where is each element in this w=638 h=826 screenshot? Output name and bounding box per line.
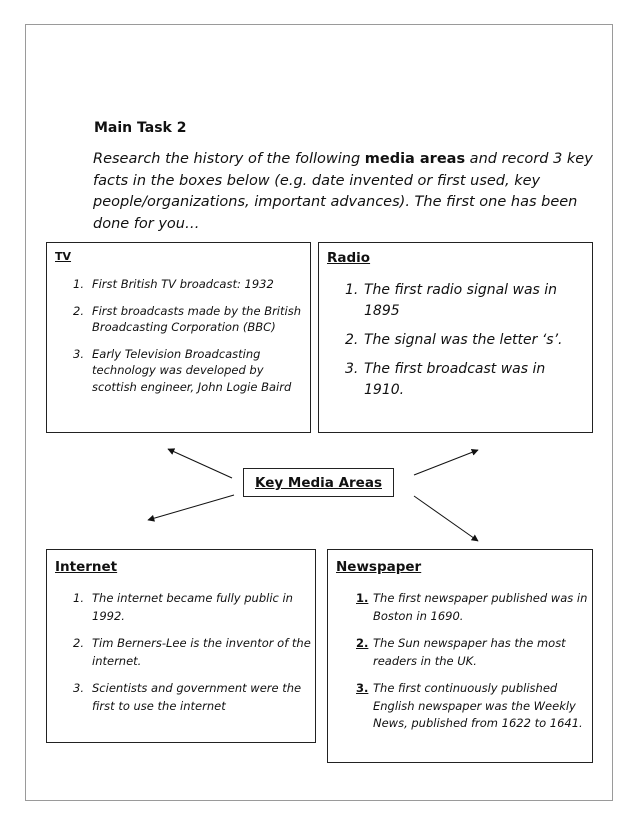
item-number: 3. bbox=[356, 681, 369, 695]
arrow-to-tv bbox=[168, 449, 232, 478]
item-number: 2. bbox=[345, 332, 359, 348]
list-item bbox=[345, 330, 589, 351]
item-text: The first radio signal was in 1895 bbox=[364, 282, 558, 319]
item-number: 1. bbox=[356, 591, 369, 605]
item-text: The first broadcast was in 1910. bbox=[364, 361, 546, 398]
internet-facts bbox=[73, 590, 314, 725]
item-number: 3. bbox=[73, 346, 84, 361]
item-text: The signal was the letter ‘s’. bbox=[364, 332, 563, 348]
item-number: 2. bbox=[73, 636, 84, 650]
list-item bbox=[356, 590, 588, 625]
item-text: Tim Berners-Lee is the inventor of the internet. bbox=[92, 636, 311, 668]
arrow-to-internet bbox=[148, 495, 234, 520]
radio-facts bbox=[345, 280, 589, 409]
item-text: The Sun newspaper has the most readers in the UK. bbox=[373, 636, 566, 668]
item-text: Scientists and government were the first to use the internet bbox=[92, 681, 302, 713]
list-item bbox=[73, 346, 307, 396]
internet-box bbox=[46, 549, 316, 743]
item-text: The first continuously published English newspaper was the Weekly News, published from 1622 to 1641. bbox=[373, 681, 583, 730]
intro-before: Research the history of the following bbox=[93, 151, 365, 167]
item-text: The first newspaper published was in Boston in 1690. bbox=[373, 591, 588, 623]
key-media-areas-box bbox=[243, 468, 394, 497]
list-item bbox=[73, 635, 314, 670]
item-number: 1. bbox=[345, 282, 359, 298]
arrow-to-radio bbox=[414, 450, 478, 475]
radio-title: Radio bbox=[327, 250, 371, 266]
task-title: Main Task 2 bbox=[94, 120, 187, 136]
item-number: 2. bbox=[73, 303, 84, 318]
tv-facts bbox=[73, 276, 307, 405]
newspaper-title: Newspaper bbox=[336, 559, 422, 575]
item-number: 2. bbox=[356, 636, 369, 650]
list-item bbox=[356, 635, 588, 670]
item-number: 3. bbox=[73, 681, 84, 695]
list-item bbox=[73, 680, 314, 715]
item-number: 1. bbox=[73, 591, 84, 605]
intro-bold: media areas bbox=[364, 151, 466, 167]
key-media-areas-label: Key Media Areas bbox=[255, 475, 382, 491]
list-item bbox=[345, 280, 589, 322]
tv-title: TV bbox=[55, 250, 72, 263]
item-text: Early Television Broadcasting technology was developed by scottish engineer, John Logie Baird bbox=[92, 346, 292, 394]
item-number: 3. bbox=[345, 361, 359, 377]
item-number: 1. bbox=[73, 277, 84, 291]
item-text: The internet became fully public in 1992. bbox=[92, 591, 293, 623]
item-text: First British TV broadcast: 1932 bbox=[92, 277, 274, 291]
list-item bbox=[356, 680, 588, 733]
intro-after: and record 3 key facts in the boxes below (e.g. date invented or first used, key people/organizations, important advances). The first one has been done for you… bbox=[93, 151, 593, 232]
newspaper-facts bbox=[356, 590, 588, 743]
tv-box bbox=[46, 242, 311, 433]
arrow-to-newspaper bbox=[414, 496, 478, 541]
internet-title: Internet bbox=[55, 559, 118, 575]
radio-box bbox=[318, 242, 593, 433]
item-text: First broadcasts made by the British Broadcasting Corporation (BBC) bbox=[92, 303, 301, 334]
list-item bbox=[73, 276, 307, 293]
list-item bbox=[345, 359, 589, 401]
newspaper-box bbox=[327, 549, 593, 763]
list-item bbox=[73, 303, 307, 336]
list-item bbox=[73, 590, 314, 625]
